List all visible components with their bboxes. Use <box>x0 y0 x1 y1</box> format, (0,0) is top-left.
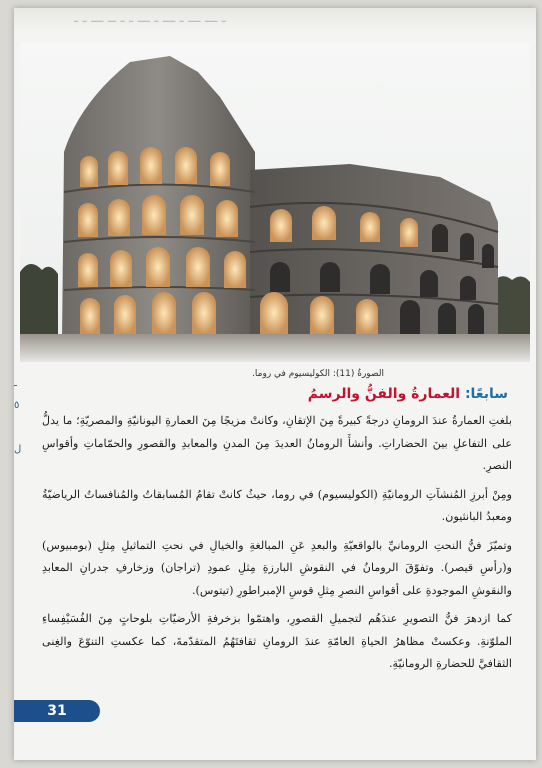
paragraph: بلغتِ العمارةُ عندَ الرومانِ درجةً كبيرةً مِنَ الإتقانِ، وكانتْ مزيجًا مِنَ العمارةِ اليونانيّةِ والمصريّةِ؛ ما يدلُّ على التفاعلِ بينَ الحضاراتِ. وأنشأَ الرومانُ العديدَ مِنَ المدنِ والمعابدِ والقصورِ والحمّاماتِ وأقواسِ النصرِ. <box>42 414 512 472</box>
section-title-text: العمارةُ والفنُّ والرسمُ <box>307 386 461 402</box>
page-number: 31 <box>14 700 100 722</box>
textbook-page <box>14 8 536 760</box>
body-text <box>42 410 512 682</box>
paragraph: وتميّزَ فنُّ النحتِ الرومانيِّ بالواقعيّةِ والبعدِ عَنِ المبالغةِ والخيالِ في نحتِ التماثيلِ مِثلِ (بومبيوس) و(رأسِ قيصر). وتفوّقَ الرومانُ في النقوشِ البارزةِ مِثلِ عمودِ (تراجان) وزخارفِ جدرانِ المعابدِ والنقوشِ الموجودةِ على أقواسِ النصرِ مِثلِ قوسِ الإمبراطورِ (تيتوس). <box>42 538 512 597</box>
colosseum-photo <box>20 42 530 362</box>
top-edge <box>14 8 536 34</box>
paragraph: ومِنْ أبرزِ المُنشآتِ الرومانيّةِ (الكوليسيوم) في روما، حيثُ كانتْ تقامُ المُسابقاتُ والمُنافساتُ الرياضيّةُ ومعبدُ البانثيون. <box>42 487 512 523</box>
section-title <box>308 386 508 402</box>
section-number: سابعًا: <box>464 386 508 402</box>
bleed-through-text: ـ ـــ ـــ ـ ـــ ـ ـــ ـ ـ ــ ـــ ـ ـ <box>74 10 226 26</box>
margin-annotations: ـ ٥ ل <box>14 378 22 455</box>
paragraph: كما ازدهرَ فنُّ التصويرِ عندَهُم لتجميلِ القصورِ، واهتمّوا بزخرفةِ الأرضيّاتِ بلوحاتٍ مِنَ الفُسَيْفِساءِ الملوّنةِ. وعكستْ مظاهرُ الحياةِ العامّةِ عندَ الرومانِ ثقافتَهُمُ المتقدّمةَ، كما عكستِ التنوّعَ والغِنى الثقافيَّ للحضارةِ الرومانيّةِ. <box>42 612 512 670</box>
figure-caption: الصورةُ (11): الكوليسيوم في روما. <box>252 369 384 379</box>
